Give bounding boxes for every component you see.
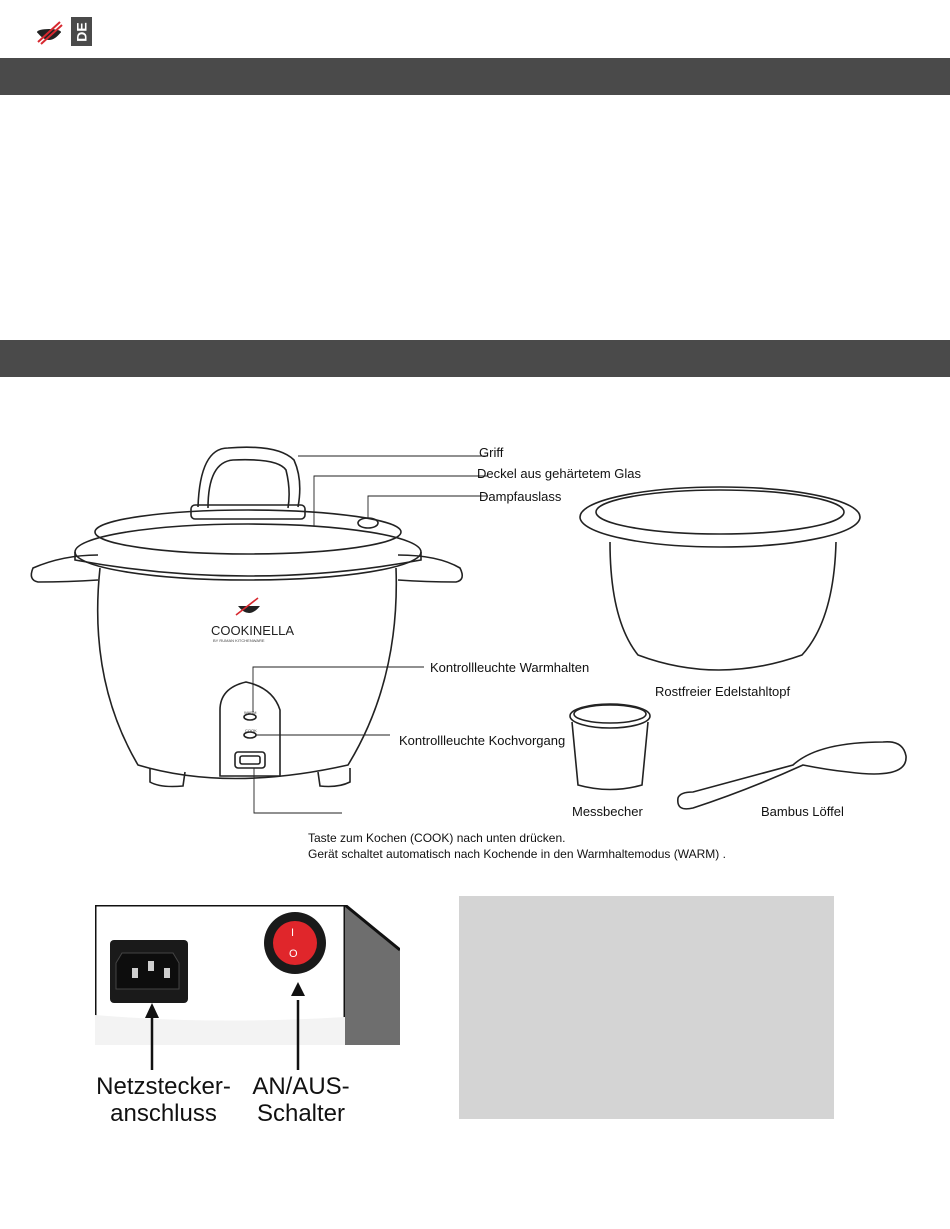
section-header-bar-2 — [0, 340, 950, 377]
switch-label — [240, 1073, 362, 1127]
power-socket-icon — [110, 940, 188, 1003]
section-header-bar-1 — [0, 58, 950, 95]
warm-button-label: WARM — [244, 710, 257, 715]
label-handle: Griff — [479, 445, 504, 460]
body-brand-text: COOKINELLA — [211, 623, 295, 638]
product-diagram — [28, 420, 950, 850]
body-logo-icon — [236, 598, 260, 615]
body-brand-subtext: BY RUMAN KITCHENWARE — [213, 638, 265, 643]
label-measuring-cup: Messbecher — [572, 804, 643, 819]
brand-logo-icon — [34, 18, 64, 48]
switch-label-line2: Schalter — [256, 1100, 346, 1127]
switch-label-line1: AN/AUS- — [252, 1073, 350, 1100]
power-socket-label-line1: Netzstecker- — [96, 1073, 231, 1100]
power-socket-label — [86, 1073, 241, 1127]
switch-off-symbol: O — [289, 948, 298, 960]
label-lid: Deckel aus gehärtetem Glas — [477, 466, 642, 481]
label-warm-light: Kontrollleuchte Warmhalten — [430, 660, 590, 675]
info-placeholder-box — [459, 896, 834, 1119]
label-cook-light: Kontrollleuchte Kochvorgang — [399, 733, 566, 748]
language-code: DE — [73, 21, 90, 42]
cook-note-line-2: Gerät schaltet automatisch nach Kochende in den Warmhaltemodus (WARM) . — [308, 847, 726, 861]
language-badge — [71, 17, 92, 46]
switch-arrow-head-icon — [290, 980, 310, 1004]
switch-on-symbol: I — [291, 927, 295, 939]
power-socket-label-line2: anschluss — [110, 1100, 217, 1127]
label-inner-pot: Rostfreier Edelstahltopf — [655, 684, 791, 699]
rear-panel-arrows — [140, 1000, 310, 1075]
label-steam-vent: Dampfauslass — [479, 489, 562, 504]
rice-cooker-illustration — [28, 420, 950, 850]
label-spoon: Bambus Löffel — [761, 804, 844, 819]
cook-button-label: COOK — [245, 728, 257, 733]
cook-note-line-1: Taste zum Kochen (COOK) nach unten drücken. — [308, 831, 566, 845]
power-switch-icon — [264, 912, 326, 974]
